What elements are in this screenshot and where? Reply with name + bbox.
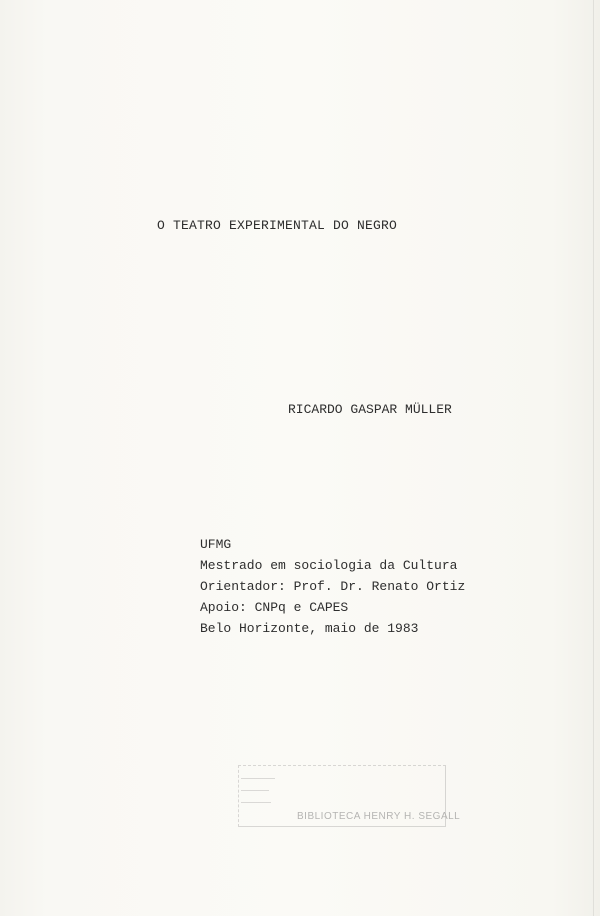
advisor-line: Orientador: Prof. Dr. Renato Ortiz bbox=[200, 579, 466, 594]
author-name: RICARDO GASPAR MÜLLER bbox=[288, 402, 452, 417]
stamp-rule bbox=[241, 802, 271, 803]
stamp-rule bbox=[241, 778, 275, 779]
place-date-line: Belo Horizonte, maio de 1983 bbox=[200, 621, 419, 636]
page-edge bbox=[593, 0, 594, 916]
library-stamp bbox=[238, 765, 461, 827]
document-title: O TEATRO EXPERIMENTAL DO NEGRO bbox=[157, 218, 398, 233]
program-line: Mestrado em sociologia da Cultura bbox=[200, 558, 458, 573]
document-info-block bbox=[200, 534, 465, 639]
institution-line: UFMG bbox=[200, 537, 232, 552]
stamp-text: BIBLIOTECA HENRY H. SEGALL bbox=[297, 811, 461, 822]
support-line: Apoio: CNPq e CAPES bbox=[200, 600, 349, 615]
stamp-rule bbox=[241, 790, 269, 791]
